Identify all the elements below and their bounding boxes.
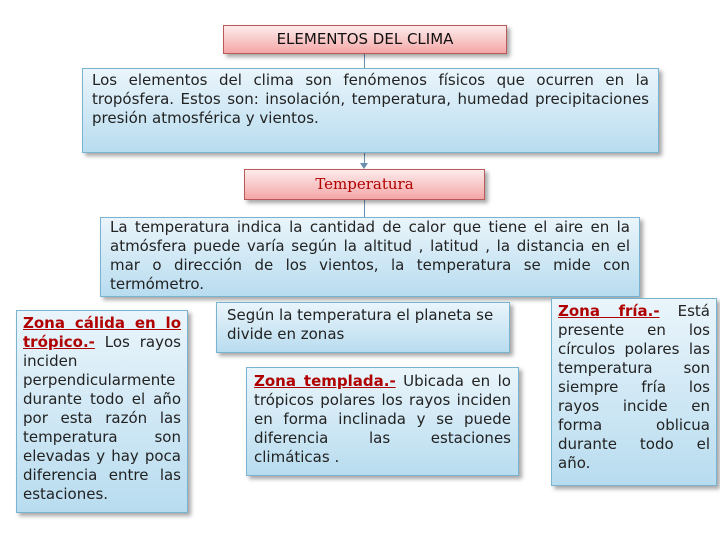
zones-intro-text: Según la temperatura el planeta se divide en zonas xyxy=(227,306,494,343)
temperature-title: Temperatura xyxy=(315,175,414,193)
temperature-description: La temperatura indica la cantidad de calor que tiene el aire en la atmósfera puede varía según la altitud , latitud , la distancia en el mar o dirección de los vientos, la temperatura se mide con termómetro. xyxy=(110,218,630,293)
cold-zone-box xyxy=(551,298,717,486)
temperate-zone-box xyxy=(246,367,519,476)
cold-zone-text: Está presente en los círculos polares las temperatura son siempre fría los rayos incide en forma oblicua durante todo el año. xyxy=(558,302,710,472)
warm-zone-name: Zona cálida en lo trópico.- xyxy=(23,314,181,351)
warm-zone-text: Los rayos inciden perpendicularmente durante todo el año por esta razón las temperatura son elevadas y hay poca diferencia entre las estaciones. xyxy=(23,333,181,503)
title-box xyxy=(223,25,507,54)
connector-temperature-description xyxy=(364,200,365,217)
cold-zone-name: Zona fría.- xyxy=(558,302,660,320)
intro-box xyxy=(82,68,659,153)
temperate-zone-text: Ubicada en lo trópicos polares los rayos inciden en forma inclinada y se puede diferencia las estaciones climáticas . xyxy=(254,372,511,466)
temperature-description-box xyxy=(100,217,640,297)
warm-zone-box xyxy=(16,310,188,513)
intro-text: Los elementos del clima son fenómenos físicos que ocurren en la tropósfera. Estos son: insolación, temperatura, humedad precipitaciones presión atmosférica y vientos. xyxy=(92,71,649,127)
zones-intro-box xyxy=(216,302,510,353)
connector-title-intro xyxy=(364,54,365,68)
page-title: ELEMENTOS DEL CLIMA xyxy=(276,30,454,48)
temperature-title-box xyxy=(244,169,485,200)
temperate-zone-name: Zona templada.- xyxy=(254,372,396,390)
